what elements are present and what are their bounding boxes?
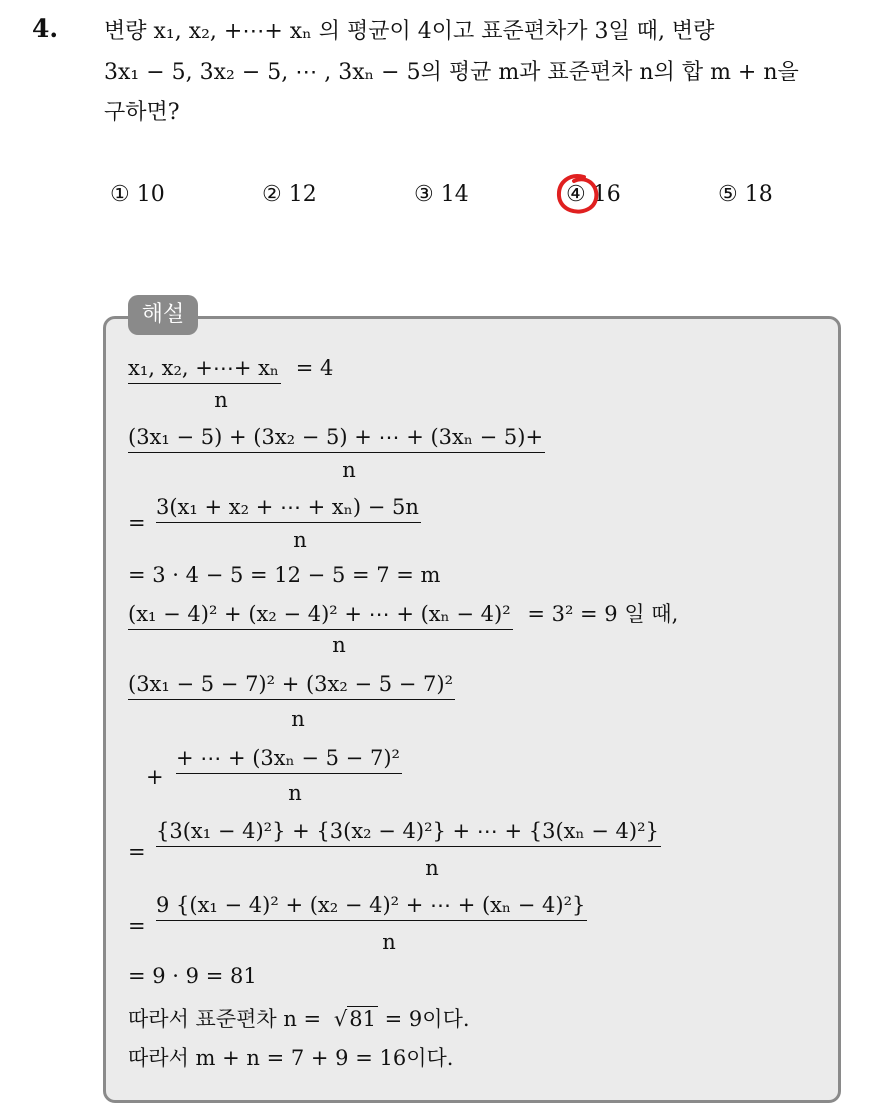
fraction-3 [156,495,421,552]
choice-value: 10 [136,182,165,207]
choice-mark: ④ [566,182,586,207]
equals: = [128,511,146,535]
choice-value: 14 [440,182,469,207]
question-text-line-2: 3x₁ − 5, 3x₂ − 5, ⋯ , 3xₙ − 5의 평균 m과 표준편차 n의 합 m + n을 [104,60,799,85]
rhs: = 4 [295,356,334,380]
denominator: n [342,458,356,482]
denominator: n [332,633,346,657]
choice-mark: ② [262,182,282,207]
question-text-line-1: 변량 x₁, x₂, +⋯+ xₙ 의 평균이 4이고 표준편차가 3일 때, 변량 [104,19,715,44]
fraction-5 [128,598,679,657]
denominator: n [214,388,228,412]
choice-mark: ⑤ [718,182,738,207]
solution-label: 해설 [128,295,198,335]
fraction-7 [176,746,402,805]
line-mean-result: = 3 · 4 − 5 = 12 − 5 = 7 = m [128,563,441,587]
numerator: {3(x₁ − 4)²} + {3(x₂ − 4)²} + ⋯ + {3(xₙ − 4)²} [156,819,661,847]
fraction-1 [128,356,334,412]
question-number: 4. [32,14,59,43]
answer-circle-mark [554,172,602,218]
radicand: 81 [349,1007,376,1031]
mark-stroke [559,176,596,212]
denominator: n [425,856,439,880]
choice-2[interactable] [262,182,317,207]
line-std-dev [128,1003,470,1033]
numerator: + ⋯ + (3xₙ − 5 − 7)² [176,746,402,774]
denominator: n [382,930,396,954]
sqrt-symbol: √81 [333,1007,376,1031]
choice-1[interactable] [110,182,165,207]
numerator: (3x₁ − 5 − 7)² + (3x₂ − 5 − 7)² [128,672,455,700]
equals: = [128,840,146,864]
std-dev-text: 따라서 표준편차 n = [128,1007,322,1031]
fraction-6 [128,672,455,731]
numerator: 9 {(x₁ − 4)² + (x₂ − 4)² + ⋯ + (xₙ − 4)²} [156,893,587,921]
choice-value: 18 [744,182,773,207]
numerator: (x₁ − 4)² + (x₂ − 4)² + ⋯ + (xₙ − 4)² [128,602,513,630]
fraction-8 [156,819,661,880]
choice-value: 16 [592,182,621,207]
plus-sign: + [146,765,164,789]
std-dev-result: = 9이다. [384,1007,470,1031]
choice-value: 12 [288,182,317,207]
denominator: n [288,781,302,805]
numerator: 3(x₁ + x₂ + ⋯ + xₙ) − 5n [156,495,421,523]
choice-5[interactable] [718,182,773,207]
choice-mark: ③ [414,182,434,207]
fraction-9 [156,893,587,954]
question-text-line-3: 구하면? [104,100,180,125]
choice-mark: ① [110,182,130,207]
numerator: (3x₁ − 5) + (3x₂ − 5) + ⋯ + (3xₙ − 5)+ [128,425,545,453]
fraction-2 [128,425,545,482]
choice-3[interactable] [414,182,469,207]
line-final-answer: 따라서 m + n = 7 + 9 = 16이다. [128,1046,454,1070]
numerator: x₁, x₂, +⋯+ xₙ [128,356,281,384]
equals: = [128,914,146,938]
denominator: n [293,528,307,552]
line-variance-result: = 9 · 9 = 81 [128,964,257,988]
denominator: n [291,707,305,731]
rhs: = 3² = 9 일 때, [527,602,679,626]
